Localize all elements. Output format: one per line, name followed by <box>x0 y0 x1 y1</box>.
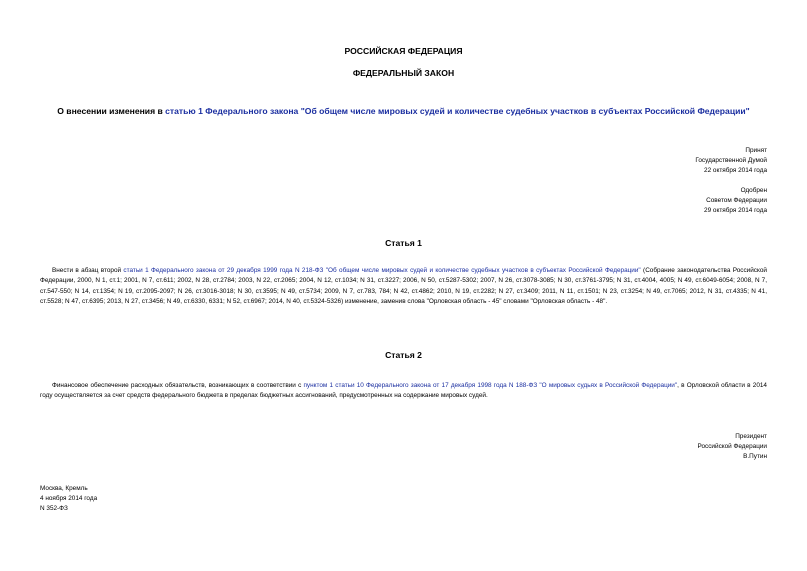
doc-type-heading: ФЕДЕРАЛЬНЫЙ ЗАКОН <box>352 68 455 78</box>
article1-link[interactable]: статьи 1 Федерального закона от 29 декабря 1999 года N 218-ФЗ "Об общем числе мировых судей и количестве судебных участков в субъектах Российской Федерации" <box>123 267 641 274</box>
signature-block <box>698 432 768 462</box>
signature-title: Президент <box>735 433 767 440</box>
adopted-body: Государственной Думой <box>695 157 767 164</box>
article2-text-rest: , в Орловской области в 2014 году осуществляется за счет средств федерального бюджета в пределах бюджетных ассигнований, предусмотренных на содержание мировых судей. <box>40 382 767 400</box>
place-location: Москва, Кремль <box>40 485 88 492</box>
place-number: N 352-ФЗ <box>40 505 68 512</box>
place-date: 4 ноября 2014 года <box>40 495 98 502</box>
article1-text-rest: (Собрание законодательства Российской Федерации, 2000, N 1, ст.1; 2001, N 7, ст.611; 2002, N 28, ст.2784; 2003, N 22, ст.2065; 2004, N 12, ст.1034; N 31, ст.3227; 2006, N 50, ст.5287-5302; 2007, N 26, ст.3078-3085; N 30, ст.3761-3795; N 31, ст.4004, 4005; N 49, ст.6049-6054; 2008, N 7, ст.547-550; N 14, ст.1354; N 19, ст.2095-2097; N 26, ст.3016-3018; N 30, ст.3595; N 49, ст.5734; 2009, N 7, ст.783, 784; N 42, ст.4862; 2010, N 19, ст.2282; N 27, ст.3409; 2011, N 11, ст.1501; N 23, ст.3254; N 49, ст.7065; 2012, N 31, ст.4335; N 41, ст.5528; N 47, ст.6395; 2013, N 27, ст.3456; N 49, ст.6330, 6331; N 52, ст.6967; 2014, N 40, ст.5324-5326) изменение, заменив слова "Орловская область - 45" словами "Орловская область - 48". <box>40 267 767 305</box>
approved-body: Советом Федерации <box>706 197 767 204</box>
signature-name: В.Путин <box>743 453 767 460</box>
place-block <box>40 484 97 514</box>
law-title <box>0 106 807 116</box>
article2-link[interactable]: пунктом 1 статьи 10 Федерального закона от 17 декабря 1998 года N 188-ФЗ "О мировых судьях в Российской Федерации" <box>303 382 678 389</box>
adopted-date: 22 октября 2014 года <box>704 167 767 174</box>
law-title-prefix: О внесении изменения в <box>57 106 166 116</box>
adopted-label: Принят <box>745 147 767 154</box>
approved-label: Одобрен <box>740 187 767 194</box>
article1-paragraph <box>40 266 767 307</box>
article1-text-start: Внести в абзац второй <box>52 267 124 274</box>
approved-date: 29 октября 2014 года <box>704 207 767 214</box>
law-title-link[interactable]: статью 1 Федерального закона "Об общем числе мировых судей и количестве судебных участков в субъектах Российской Федерации" <box>165 106 750 116</box>
country-heading: РОССИЙСКАЯ ФЕДЕРАЦИЯ <box>344 46 463 56</box>
article2-heading: Статья 2 <box>385 350 422 360</box>
signature-country: Российской Федерации <box>697 443 767 450</box>
adopted-block <box>695 146 767 176</box>
article1-heading: Статья 1 <box>385 238 422 248</box>
article2-paragraph <box>40 381 767 402</box>
article2-text-start: Финансовое обеспечение расходных обязательств, возникающих в соответствии с <box>52 382 304 389</box>
approved-block <box>704 186 767 216</box>
